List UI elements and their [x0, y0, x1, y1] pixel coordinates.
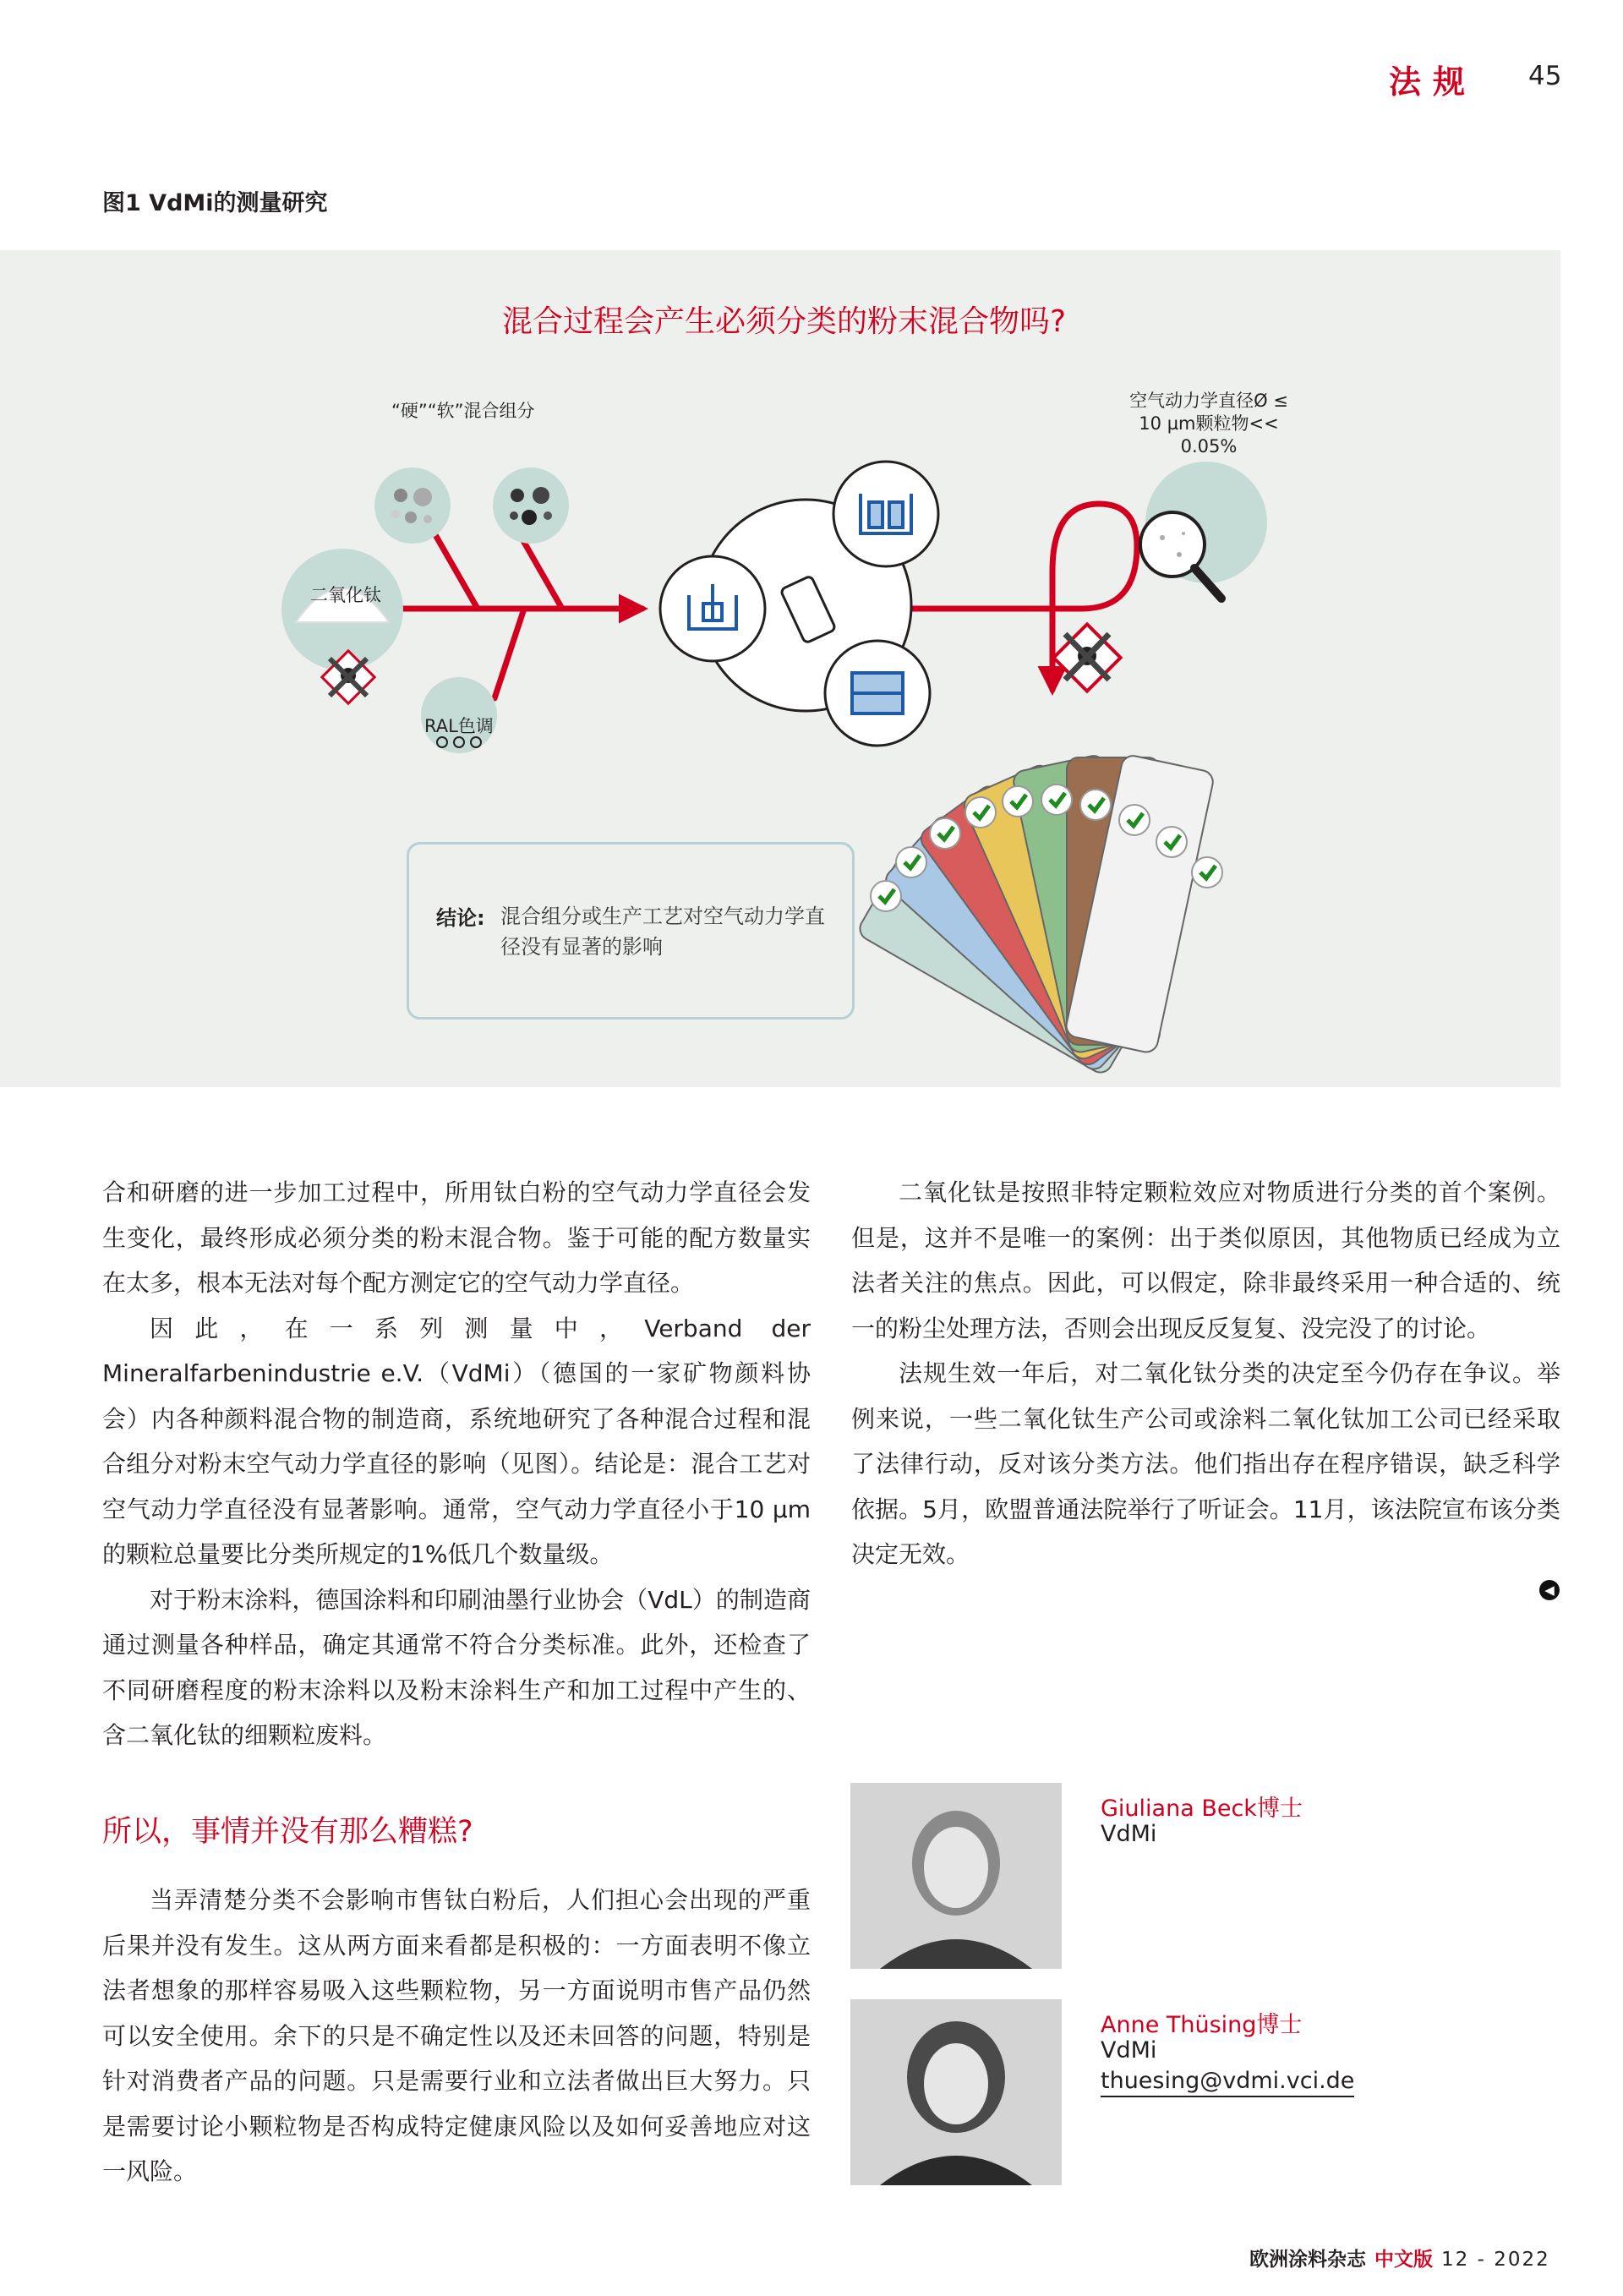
figure-caption: 图1 VdMi的测量研究: [102, 190, 328, 216]
portrait-placeholder: [850, 1999, 1062, 2185]
left-column: [102, 1170, 811, 1758]
author-email-link[interactable]: thuesing@vdmi.vci.de: [1101, 2068, 1354, 2097]
magnifier-icon: [1140, 462, 1267, 599]
left-column-lower: [102, 1878, 811, 2195]
section-subheading: 所以，事情并没有那么糟糕?: [102, 1815, 473, 1849]
tio2-circle: [281, 549, 403, 670]
magazine-name: 欧洲涂料杂志: [1249, 2249, 1366, 2271]
end-of-article-icon: ◀: [1539, 1580, 1560, 1600]
label-tio2: 二氧化钛: [310, 585, 381, 605]
conclusion-label: 结论:: [436, 906, 485, 930]
paragraph: 法规生效一年后，对二氧化钛分类的决定至今仍存在争议。举例来说，一些二氧化钛生产公司或涂料二氧化钛加工公司已经采取了法律行动，反对该分类方法。他们指出存在程序错误，缺乏科学依据。5月，欧盟普通法院举行了听证会。11月，该法院宣布该分类决定无效。: [851, 1359, 1560, 1568]
grinder-icon: [852, 673, 903, 713]
author-org: VdMi: [1101, 2037, 1157, 2064]
color-fan: [855, 754, 1215, 1077]
paragraph: 因此，在一系列测量中，Verband der Mineralfarbenindustrie e.V.（VdMi）（德国的一家矿物颜料协会）内各种颜料混合物的制造商，系统地研究了各种混合过程和混合组分对粉末空气动力学直径的影响（见图）。结论是：混合工艺对空气动力学直径没有显著影响。通常，空气动力学直径小于10 μm的颗粒总量要比分类所规定的1%低几个数量级。: [102, 1314, 811, 1568]
author-name: Anne Thüsing博士: [1101, 2012, 1303, 2038]
paragraph: 当弄清楚分类不会影响市售钛白粉后，人们担心会出现的严重后果并没有发生。这从两方面来看都是积极的：一方面表明不像立法者想象的那样容易吸入这些颗粒物，另一方面说明市售产品仍然可以安全使用。余下的只是不确定性以及还未回答的问题，特别是针对消费者产品的问题。只是需要行业和立法者做出巨大努力。只是需要讨论小颗粒物是否构成特定健康风险以及如何妥善地应对这一风险。: [102, 1886, 811, 2185]
right-column: [851, 1170, 1560, 1577]
soft-component-circle: [374, 467, 451, 544]
page-footer: [1249, 2244, 1550, 2271]
label-ral: RAL色调: [424, 716, 494, 736]
conclusion-text: 混合组分或生产工艺对空气动力学直径没有显著的影响: [500, 905, 825, 959]
paragraph: 对于粉末涂料，德国涂料和印刷油墨行业协会（VdL）的制造商通过测量各种样品，确定其通常不符合分类标准。此外，还检查了不同研磨程度的粉末涂料以及粉末涂料生产和加工过程中产生的、含二氧化钛的细颗粒废料。: [102, 1585, 811, 1749]
paragraph: 合和研磨的进一步加工过程中，所用钛白粉的空气动力学直径会发生变化，最终形成必须分类的粉末混合物。鉴于可能的配方数量实在太多，根本无法对每个配方测定它的空气动力学直径。: [102, 1178, 811, 1297]
author-org: VdMi: [1101, 1821, 1157, 1847]
author-photo: [850, 1783, 1062, 1969]
issue-number: 12 - 2022: [1441, 2249, 1550, 2271]
label-aerodynamic: 空气动力学直径Ø ≤ 10 µm颗粒物<< 0.05%: [1129, 391, 1288, 456]
paragraph: 二氧化钛是按照非特定颗粒效应对物质进行分类的首个案例。但是，这并不是唯一的案例：出于类似原因，其他物质已经成为立法者关注的焦点。因此，可以假定，除非最终采用一种合适的、统一的粉尘处理方法，否则会出现反反复复、没完没了的讨论。: [851, 1178, 1560, 1342]
page-number: 45: [1528, 61, 1562, 91]
label-hard-soft: “硬”“软”混合组分: [391, 401, 535, 421]
hard-component-circle: [493, 467, 569, 544]
figure-title: 混合过程会产生必须分类的粉末混合物吗?: [502, 304, 1067, 339]
portrait-placeholder: [850, 1783, 1062, 1969]
edition-label: 中文版: [1374, 2249, 1433, 2271]
hazard-icon-crossed-right: [1053, 624, 1120, 691]
hazard-icon-crossed-left: [322, 651, 374, 703]
author-name: Giuliana Beck博士: [1101, 1796, 1303, 1822]
author-photo: [850, 1999, 1062, 2185]
section-title: 法规: [1389, 63, 1478, 101]
